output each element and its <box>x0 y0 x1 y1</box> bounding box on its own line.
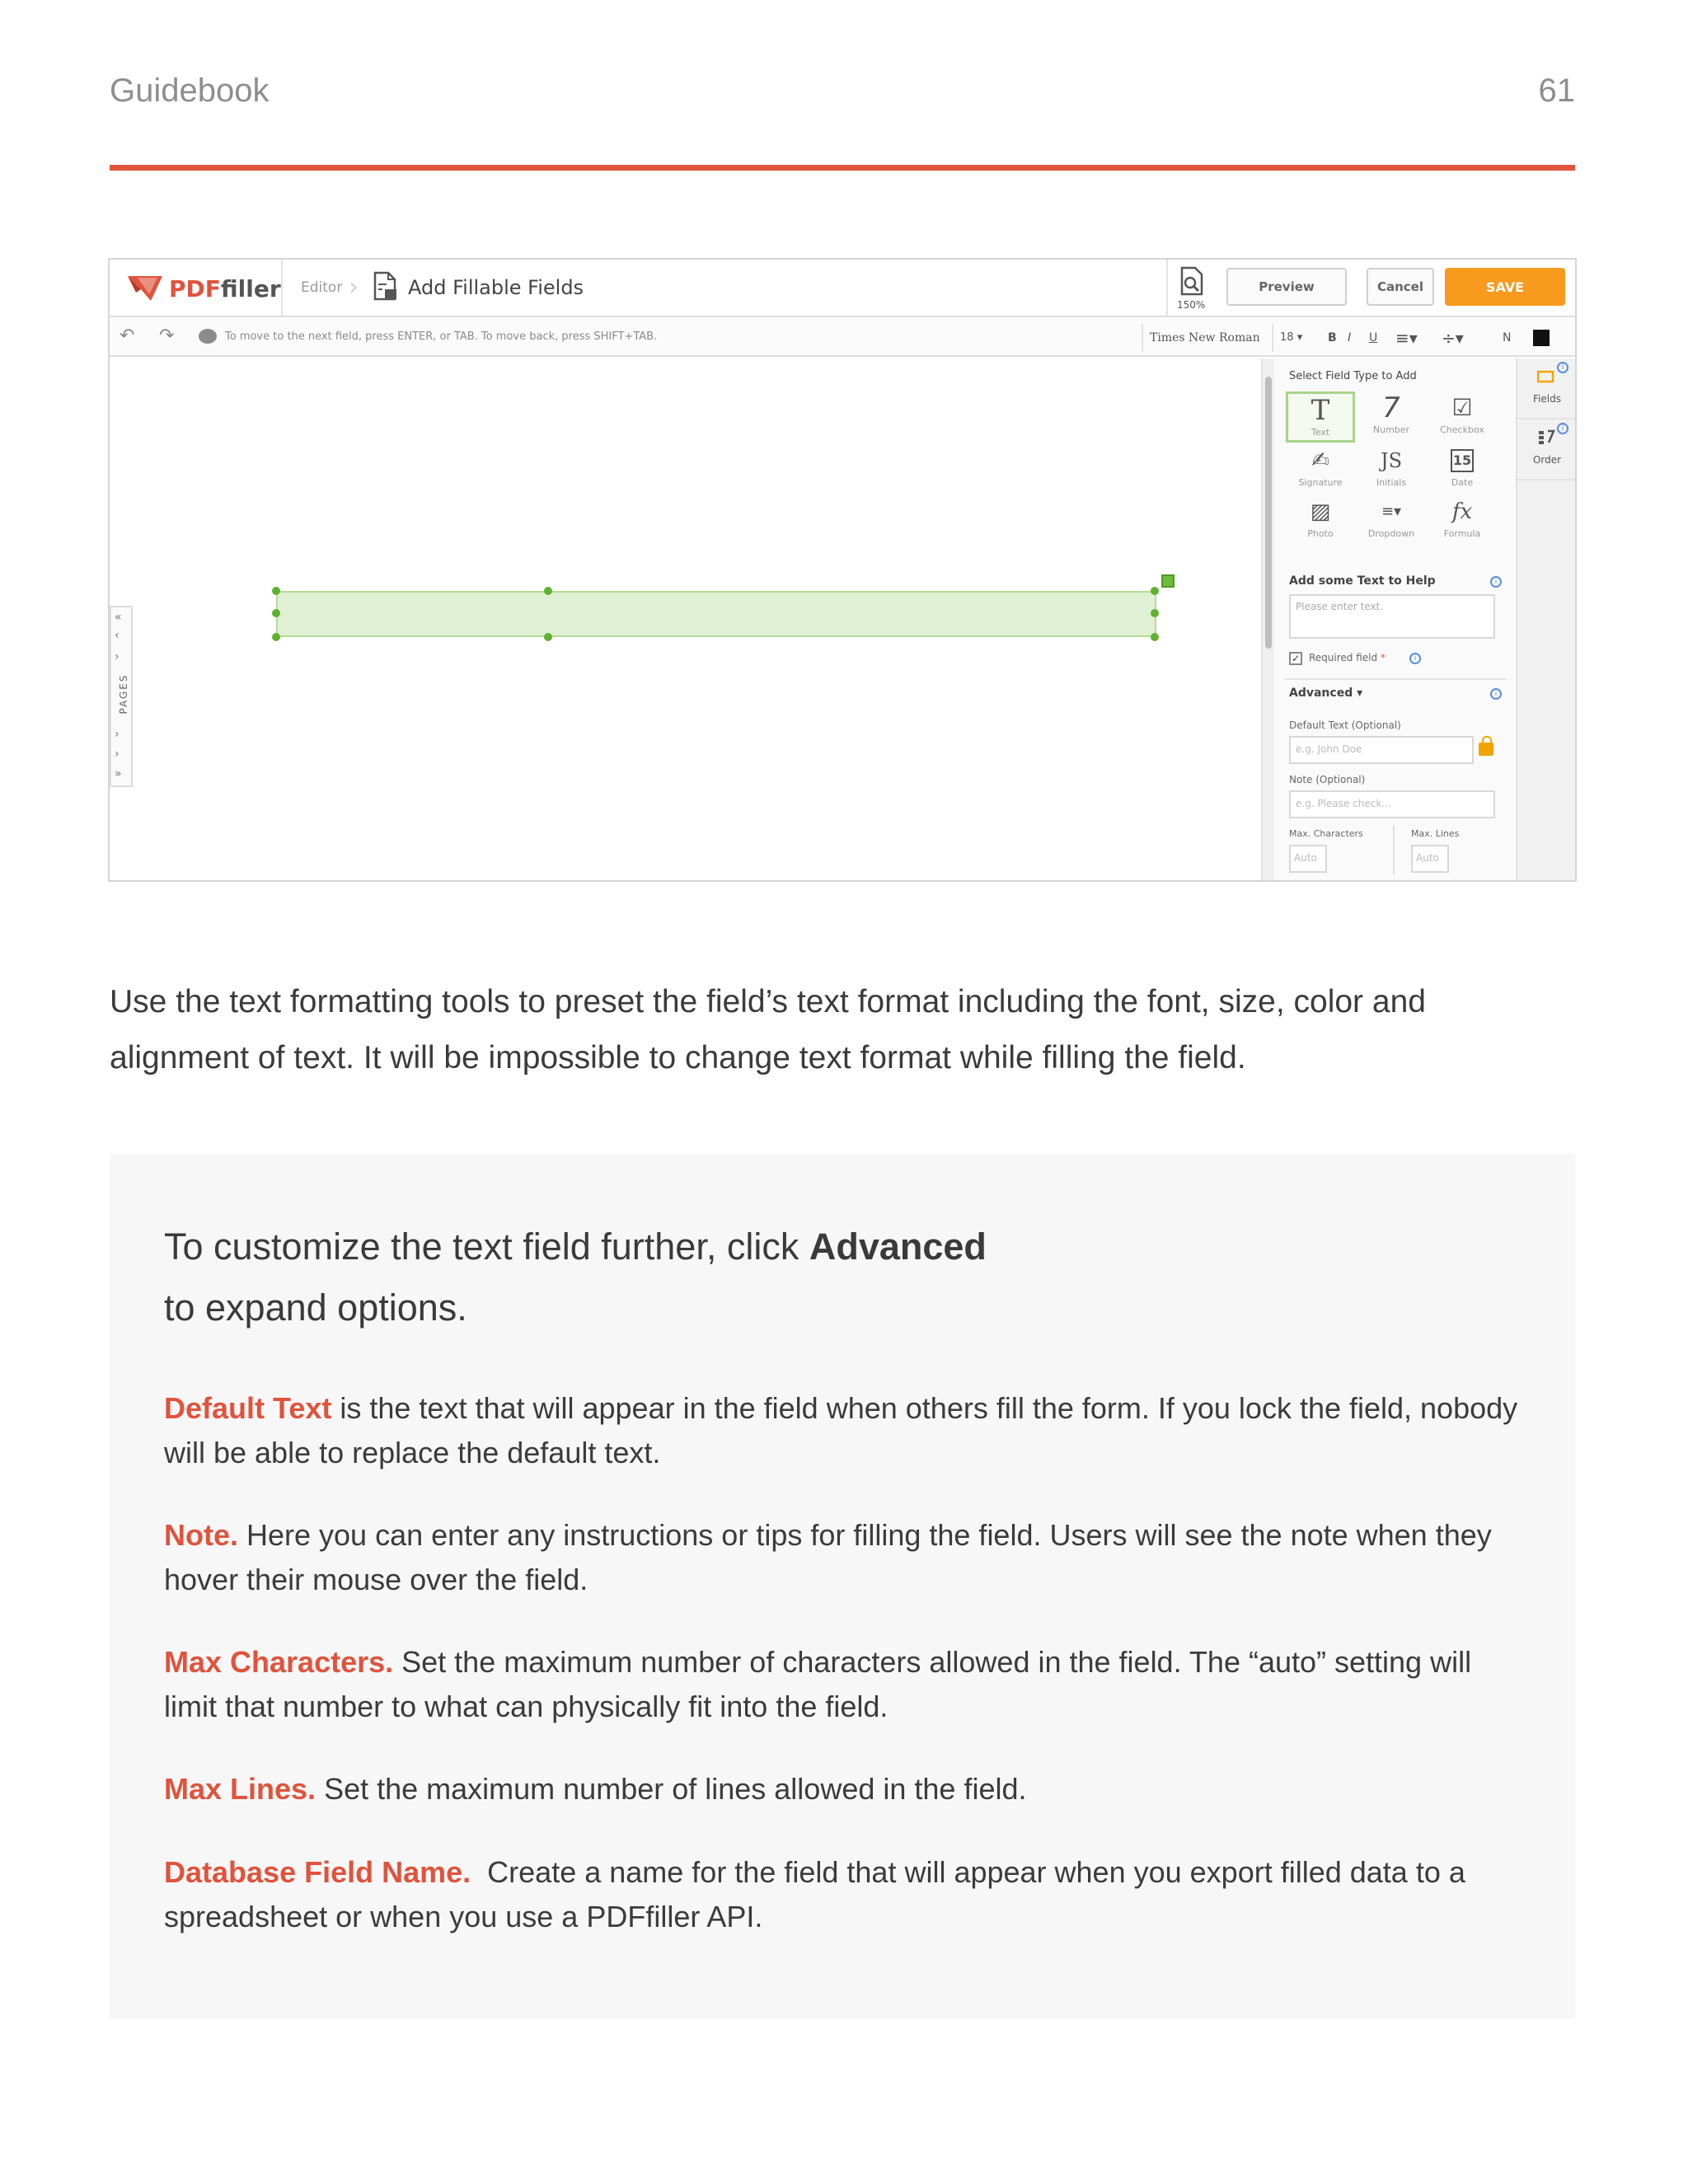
info-icon[interactable]: i <box>1490 688 1502 700</box>
option-text: Here you can enter any instructions or tips for filling the field. Users will see the note when they hover their mouse over the field. <box>164 1518 1492 1596</box>
chevron-down-icon: ▾ <box>1357 687 1363 700</box>
heading-bold: Advanced <box>809 1226 987 1268</box>
field-type-dropdown[interactable] <box>1357 495 1426 546</box>
option-text: Set the maximum number of characters allowed in the field. The “auto” setting will limit that number to what can physically fit into the field. <box>164 1645 1472 1723</box>
canvas-scrollbar[interactable] <box>1261 359 1274 882</box>
resize-handle[interactable] <box>272 633 280 641</box>
format-toolbar <box>110 319 1575 357</box>
note-label: Note (Optional) <box>1289 774 1366 785</box>
lock-icon[interactable] <box>1479 743 1493 756</box>
resize-handle[interactable] <box>1151 587 1159 595</box>
info-icon: i <box>1557 362 1568 373</box>
field-type-date[interactable] <box>1428 444 1497 495</box>
text-field-placeholder[interactable] <box>276 591 1156 637</box>
resize-handle[interactable] <box>544 587 552 595</box>
field-type-label: Signature <box>1298 477 1343 488</box>
help-text-input[interactable]: Please enter text. <box>1289 594 1495 639</box>
pdffiller-logo-icon <box>126 273 164 304</box>
required-label-text: Required field <box>1309 652 1378 663</box>
prev-page-icon[interactable]: ‹ <box>115 629 120 642</box>
resize-handle[interactable] <box>272 587 280 595</box>
option-term: Database Field Name. <box>164 1855 471 1889</box>
option-term: Max Characters. <box>164 1645 394 1679</box>
scrollbar-thumb[interactable] <box>1265 377 1272 649</box>
header-rule <box>110 165 1575 171</box>
option-text: Set the maximum number of lines allowed in the field. <box>316 1772 1027 1806</box>
n-button[interactable]: N <box>1503 331 1512 344</box>
resize-handle[interactable] <box>272 609 280 617</box>
intro-paragraph: Use the text formatting tools to preset the field’s text format including the font, size, color and alignment of text. It will be impossible to change text format while filling the field. <box>110 984 1426 1076</box>
option-text: is the text that will appear in the field when others fill the form. If you lock the field, nobody will be able to replace the default text. <box>164 1391 1518 1469</box>
panel-title: Select Field Type to Add <box>1289 370 1417 382</box>
first-page-icon[interactable]: « <box>115 611 122 624</box>
signature-icon: ✍ <box>1311 448 1329 473</box>
chevron-right-icon[interactable]: › <box>115 650 120 663</box>
option-term: Note. <box>164 1518 238 1552</box>
undo-icon[interactable]: ↶ <box>120 326 135 346</box>
field-type-checkbox[interactable] <box>1428 391 1497 443</box>
rail-label: Fields <box>1533 393 1561 405</box>
default-text-input[interactable]: e.g. John Doe <box>1289 736 1474 764</box>
redo-icon[interactable]: ↷ <box>159 326 175 346</box>
field-type-label: Photo <box>1307 528 1334 539</box>
heading-text: To customize the text field further, click <box>164 1226 809 1268</box>
field-type-label: Date <box>1451 477 1474 488</box>
spacing-icon[interactable]: ÷▾ <box>1442 328 1464 348</box>
field-type-initials[interactable] <box>1357 444 1426 495</box>
right-rail <box>1516 359 1577 882</box>
pages-label: PAGES <box>118 673 129 715</box>
field-type-label: Text <box>1311 427 1330 438</box>
next-page-icon[interactable]: › <box>115 748 120 761</box>
last-page-icon[interactable]: » <box>115 767 122 780</box>
option-description <box>164 1767 1532 1811</box>
editor-top-bar <box>110 260 1575 317</box>
required-field-label: Required field * <box>1309 652 1386 663</box>
italic-button[interactable]: I <box>1348 331 1352 344</box>
calendar-icon: 15 <box>1451 449 1474 472</box>
rail-item-fields[interactable] <box>1517 359 1577 419</box>
page-number: 61 <box>1538 73 1575 109</box>
formula-icon: fx <box>1451 499 1473 524</box>
logo-text: PDFfiller <box>169 274 281 302</box>
chevron-right-icon[interactable]: › <box>115 728 120 741</box>
initials-icon: JS <box>1380 449 1403 472</box>
field-type-label: Initials <box>1376 477 1407 488</box>
max-lines-label: Max. Lines <box>1411 828 1460 839</box>
info-icon: i <box>1557 423 1568 434</box>
fields-icon <box>1537 368 1555 383</box>
divider <box>1393 825 1395 874</box>
max-characters-label: Max. Characters <box>1289 828 1363 839</box>
resize-handle[interactable] <box>544 633 552 641</box>
align-icon[interactable]: ≡▾ <box>1395 328 1418 348</box>
zoom-level: 150% <box>1177 299 1206 311</box>
field-type-label: Formula <box>1443 528 1481 539</box>
max-lines-input[interactable]: Auto <box>1411 845 1449 873</box>
breadcrumb-editor[interactable]: Editor <box>301 279 343 296</box>
checkbox-icon: ☑ <box>1451 394 1473 421</box>
header-title: Guidebook <box>110 73 270 109</box>
field-type-formula[interactable] <box>1428 495 1497 546</box>
advanced-label: Advanced <box>1289 687 1353 700</box>
option-text: Create a name for the field that will appear when you export filled data to a spreadsheet or when you use a PDFfiller API. <box>164 1855 1474 1933</box>
chat-icon <box>199 329 217 344</box>
font-size-value: 18 <box>1280 331 1294 344</box>
info-icon[interactable]: i <box>1409 653 1421 664</box>
required-checkbox[interactable]: ✓ <box>1289 652 1302 665</box>
document-canvas[interactable] <box>110 359 1259 882</box>
zoom-icon[interactable] <box>1177 266 1207 296</box>
field-settings-handle[interactable] <box>1161 574 1175 588</box>
fillable-fields-icon <box>372 271 400 302</box>
divider <box>1284 678 1507 680</box>
editor-screenshot <box>108 258 1577 882</box>
default-text-label: Default Text (Optional) <box>1289 719 1401 731</box>
callout-heading <box>164 1216 1153 1338</box>
rail-item-order[interactable] <box>1517 419 1577 480</box>
field-type-number[interactable] <box>1357 391 1426 443</box>
underline-button[interactable]: U <box>1369 331 1378 344</box>
help-text-title: Add some Text to Help <box>1289 574 1436 588</box>
option-description <box>164 1386 1532 1475</box>
max-characters-input[interactable]: Auto <box>1289 845 1327 873</box>
advanced-toggle[interactable] <box>1289 687 1362 700</box>
note-input[interactable]: e.g. Please check... <box>1289 790 1495 818</box>
number-icon: 7 <box>1382 391 1400 424</box>
order-icon <box>1537 429 1555 444</box>
advanced-options-callout <box>110 1154 1575 2019</box>
option-description <box>164 1850 1499 1939</box>
dropdown-icon: ≡▾ <box>1381 503 1402 520</box>
font-family-select[interactable] <box>1142 324 1265 352</box>
page-header <box>110 73 1575 114</box>
field-type-label: Dropdown <box>1367 528 1415 539</box>
heading-text: to expand options. <box>164 1286 467 1329</box>
cancel-button[interactable]: Cancel <box>1367 268 1434 306</box>
option-term: Default Text <box>164 1391 332 1425</box>
rail-label: Order <box>1532 454 1562 466</box>
divider <box>281 260 283 317</box>
resize-handle[interactable] <box>1151 609 1159 617</box>
photo-icon: ▨ <box>1310 499 1331 524</box>
field-type-photo[interactable] <box>1286 495 1355 546</box>
option-description <box>164 1513 1532 1602</box>
info-icon[interactable]: i <box>1490 576 1502 588</box>
option-term: Max Lines. <box>164 1772 316 1806</box>
page-title: Add Fillable Fields <box>408 276 584 299</box>
chevron-right-icon: › <box>349 273 359 302</box>
font-family-value: Times New Roman <box>1150 331 1260 344</box>
font-size-select[interactable] <box>1272 324 1313 352</box>
field-type-signature[interactable] <box>1286 444 1355 495</box>
bold-button[interactable]: B <box>1328 331 1337 344</box>
field-type-label: Number <box>1372 424 1410 435</box>
field-settings-panel <box>1274 359 1516 882</box>
text-icon: T <box>1311 394 1330 427</box>
field-type-text[interactable] <box>1286 391 1355 443</box>
preview-button[interactable]: Preview <box>1226 268 1347 306</box>
field-type-label: Checkbox <box>1440 424 1484 435</box>
text-color-swatch[interactable] <box>1533 330 1550 346</box>
navigation-hint: To move to the next field, press ENTER, or TAB. To move back, press SHIFT+TAB. <box>225 330 658 343</box>
divider <box>1166 260 1168 317</box>
pdffiller-logo[interactable] <box>126 271 281 306</box>
option-description <box>164 1640 1532 1729</box>
resize-handle[interactable] <box>1151 633 1159 641</box>
save-button[interactable]: SAVE <box>1445 268 1565 306</box>
pages-navigator[interactable] <box>110 606 133 787</box>
chevron-down-icon: ▾ <box>1296 331 1303 344</box>
